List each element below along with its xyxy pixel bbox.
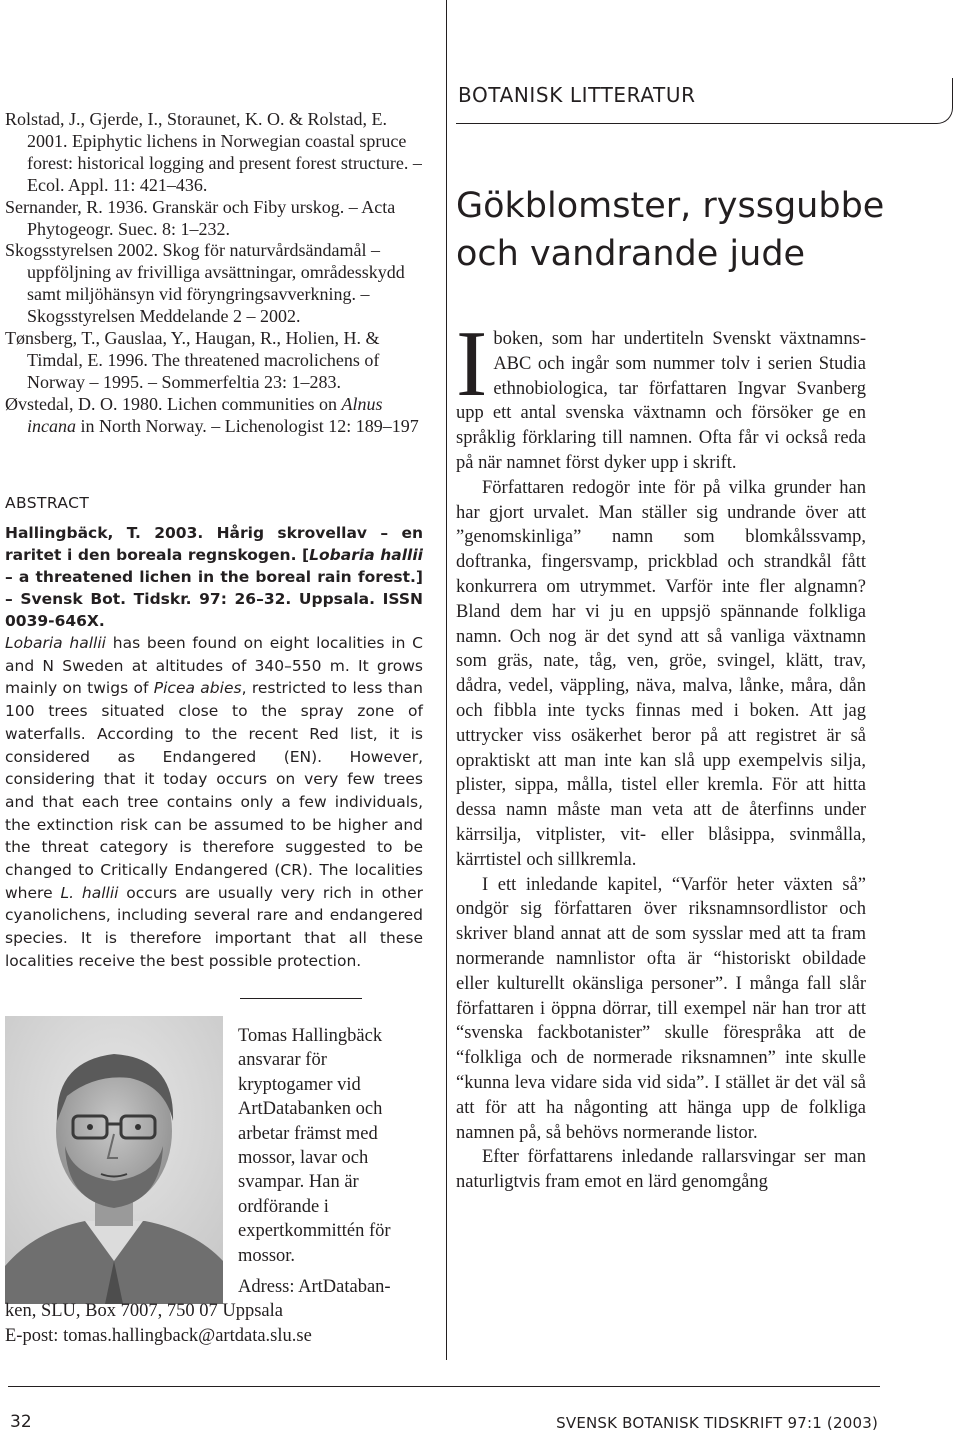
abstract-sentence: , restricted to less than 100 trees situated close to the spray zone of waterfalls. According to the recent Red list, it is considered as Endangered (EN). However, considering that it today occurs on very few trees and that each tree contains only a few individuals, the extinction risk can be assumed to be higher and the threat category is therefore suggested to be changed to Critically Endangered (CR). The localities where [5, 679, 423, 902]
abstract-species: Picea abies [153, 679, 242, 698]
reference-text: in North Norway. – Lichenologist 12: 189–197 [76, 415, 419, 436]
bio-divider [240, 998, 362, 999]
reference-text: Øvstedal, D. O. 1980. Lichen communities on [5, 393, 342, 414]
section-label: BOTANISK LITTERATUR [458, 83, 696, 107]
body-paragraph: Författaren redogör inte för på vilka grunder han har gjort urvalet. Man ställer sig undrande över att ”genomskinliga” namn som blomkålssvamp, doftranka, fingersvamp, prickblad och strandkål fått konkurrera om utrymmet. Varför inte fler algnamn? Bland dem har vi ju en uppsjö spännande folkliga namn. Och nog är det synd att så vanliga växtnamn som gräs, nate, tåg, ven, gröe, svingel, klätt, trav, dådra, vedel, väppling, näva, malva, lånke, måra, dån och fibbla inte tycks finnas med i boken. Att jag uttrycker viss osäkerhet beror på att registret är så opraktiskt att man inte kan slå upp exempelvis silja, plister, sippa, målla, tistel eller kremla. För att hitta dessa namn måste man veta att de återfinns under kärrsilja, vitplister, vit- eller blåsippa, svinmålla, kärrtistel och sillkremla. [456, 477, 866, 870]
author-email: E-post: tomas.hallingback@artdata.slu.se [5, 1325, 312, 1346]
reference-list [5, 109, 423, 438]
abstract-text [5, 632, 423, 973]
address-line: ken, SLU, Box 7007, 750 07 Uppsala [5, 1301, 283, 1322]
column-divider [446, 0, 447, 1360]
paragraph-text: boken, som har undertiteln Svenskt växtnamns-ABC och ingår som nummer tolv i serien Studia ethnobiologica, tar författaren Ingvar Svanberg upp ett antal svenska växtnamn och försöker ge en språklig förklaring till namnen. Ofta får vi också reda på när namnet först dyker upp i skrift. [456, 329, 866, 473]
article-title: Gökblomster, ryssgubbe och vandrande jude [456, 186, 885, 274]
drop-cap: I [456, 312, 488, 416]
abstract-citation [5, 522, 423, 632]
body-paragraph [456, 312, 866, 476]
abstract-species: L. hallii [60, 883, 119, 902]
abstract-heading: ABSTRACT [5, 494, 90, 512]
author-photo [5, 1016, 223, 1304]
citation-text: – a threatened lichen in the boreal rain forest.] – Svensk Bot. Tidskr. 97: 26–32. Uppsala. ISSN 0039-646X. [5, 568, 423, 630]
abstract-sentence: has been found on eight localities in C and N Sweden at altitudes of 340–550 m. It grows mainly on twigs of [5, 634, 423, 698]
abstract-sentence: occurs are usually very rich in other cyanolichens, including several rare and endangered species. It is therefore important that all these localities receive the best possible protection. [5, 883, 423, 970]
reference-entry: Skogsstyrelsen 2002. Skog för naturvårdsändamål – uppföljning av frivilliga avsättningar, områdesskydd samt miljöhänsyn vid föryngringsavverkning. – Skogsstyrelsen Meddelande 2 – 2002. [5, 240, 405, 327]
body-paragraph: I ett inledande kapitel, “Varför heter växten så” ondgör sig författaren över riksnamnsordlistor och skriver bland annat att de som sysslar med att ta fram normerande namnlistor ofta är “historiskt obildade eller kulturellt okänsliga personer”. I många fall slår författaren i öppna dörrar, till exempel när han tror att “svenska fackbotanister” skulle förespråka att de “folkliga och de normerade riksnamnen” inte skulle “kunna leva vidare sida vid sida”. I stället är det väl så att för att ha någonting att hänga upp de folkliga namnen på, så behövs normerande listor. [456, 874, 866, 1143]
citation-text: Hallingbäck, T. 2003. Hårig skrovellav – en raritet i den boreala regnskogen. [ [5, 524, 423, 564]
citation-species: Lobaria hallii [309, 546, 423, 564]
page-number: 32 [10, 1412, 32, 1432]
journal-name: SVENSK BOTANISK TIDSKRIFT 97:1 (2003) [556, 1414, 878, 1432]
footer-divider [8, 1386, 880, 1387]
reference-entry: Rolstad, J., Gjerde, I., Storaunet, K. O. & Rolstad, E. 2001. Epiphytic lichens in Norwegian coastal spruce forest: historical logging and present forest structure. – Ecol. Appl. 11: 421–436. [5, 109, 422, 195]
author-bio: Tomas Hallingbäck ansvarar för kryptogamer vid ArtDatabanken och arbetar främst med mossor, lavar och svampar. Han är ordförande i expertkommittén för mossor. [238, 1026, 391, 1266]
reference-species: Alnus incana [27, 393, 383, 436]
article-body [456, 312, 866, 1195]
reference-entry [5, 394, 423, 438]
abstract-species: Lobaria hallii [5, 634, 106, 652]
address-line: Adress: ArtDataban- [238, 1277, 391, 1297]
reference-entry: Sernander, R. 1936. Granskär och Fiby urskog. – Acta Phytogeogr. Suec. 8: 1–232. [5, 196, 396, 239]
author-address [5, 1275, 423, 1348]
abstract [5, 494, 423, 973]
body-paragraph: Efter författarens inledande rallarsvingar ser man naturligtvis fram emot en lärd genomgång [456, 1147, 866, 1193]
reference-entry: Tønsberg, T., Gauslaa, Y., Haugan, R., Holien, H. & Timdal, E. 1996. The threatened macrolichens of Norway – 1995. – Sommerfeltia 23: 1–283. [5, 328, 380, 392]
